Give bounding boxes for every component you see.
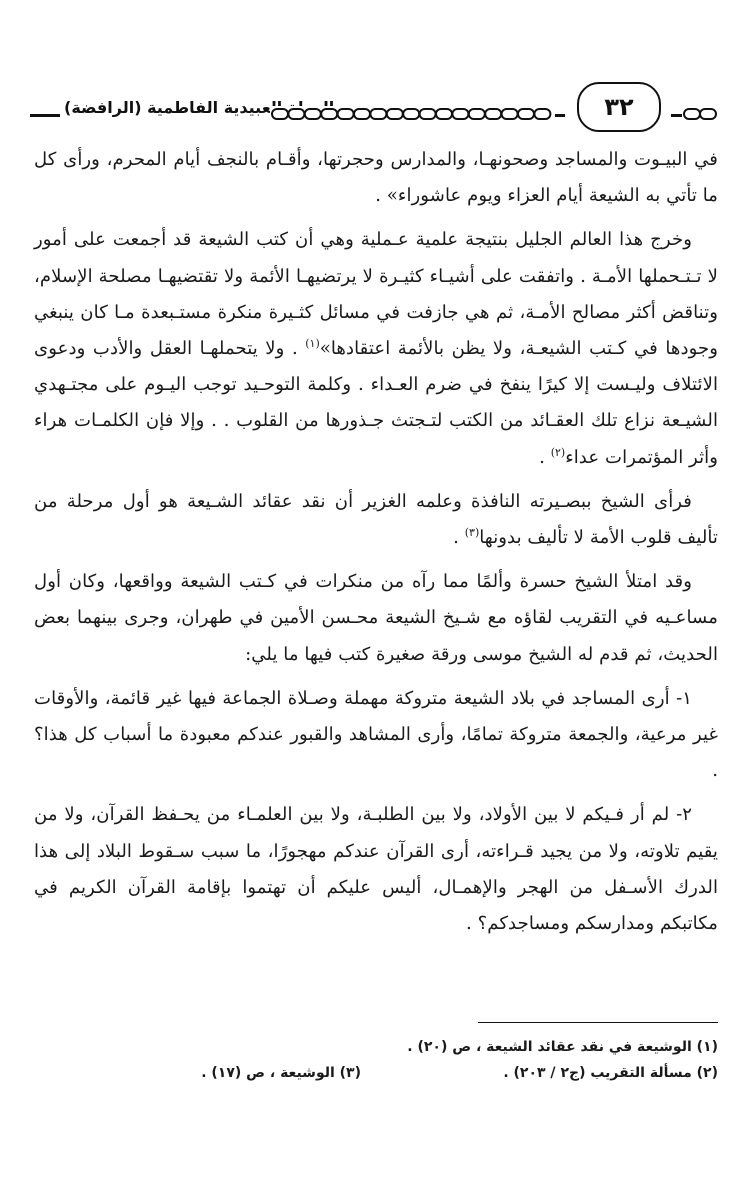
running-title: الدولة العبيدية الفاطمية (الرافضة)	[60, 98, 338, 117]
paragraph-text: .	[539, 446, 551, 468]
footnote-1: (١) الوشيعة في نقد عقائد الشيعة ، ص (٢٠) .	[407, 1039, 718, 1055]
paragraph-text: فرأى الشيخ ببصـيرته النافذة وعلمه الغزير أن نقد عقائد الشـيعة هو أول مرحلة من تأليف قلوب الأمة لا تأليف بدونها	[34, 490, 718, 549]
footnote-3: (٣) الوشيعة ، ص (١٧) .	[201, 1065, 361, 1081]
paragraph-5	[34, 681, 718, 790]
paragraph-text: . ولا يتحملهـا العقل والأدب ودعوى الائتلاف وليـست إلا كيرًا ينفخ في ضرم العـداء . وكلمة التوحـيد توجب اليـوم على مجتـهدي الشيـعة نزاع تلك العقـائد من الكتب لتـجتث جـذورها من القلوب . . وإلا فإن الكلمـات هراء وأثر المؤتمرات عداء	[34, 338, 718, 468]
chain-link	[370, 109, 386, 119]
chain-link	[420, 109, 436, 119]
ornament-chain-small-icon	[682, 106, 720, 122]
paragraph-text: وقد امتلأ الشيخ حسرة وألمًا مما رآه من منكرات في كـتب الشيعة وواقعها، وكان أول مساعـيه في التقريب لقاؤه مع شـيخ الشيعة محـسن الأمين في طهران، وجرى بينهما بعض الحديث، ثم قدم له الشيخ موسى ورقة صغيرة كتب فيها ما يلي:	[34, 571, 718, 665]
footnote-ref: (٣)	[464, 525, 480, 539]
main-text	[34, 142, 718, 942]
chain-link	[485, 109, 501, 119]
paragraph-text: ٢- لم أر فـيكم لا بين الأولاد، ولا بين الطلبـة، ولا بين العلمـاء من يحـفظ القرآن، ولا من يقيم تلاوته، ولا من يجيد قـراءته، أرى القرآن عندكم مهجورًا، ما سبب سـقوط البلاد إلى هذا الدرك الأسـفل من الهجر والإهمـال، أليس عليكم أن تهتموا بإقامة القرآن الكريم في مكاتبكم ومدارسكم ومساجدكم؟ .	[34, 804, 718, 935]
paragraph-4	[34, 564, 718, 673]
ornament-chain-icon	[270, 106, 555, 122]
page-number: ٣٢	[577, 82, 661, 132]
footnote-row	[34, 1060, 718, 1086]
running-header	[30, 78, 720, 138]
chain-link	[354, 109, 370, 119]
footnote-row	[34, 1034, 718, 1060]
chain-link	[305, 109, 321, 119]
chain-link	[452, 109, 468, 119]
chain-link	[288, 109, 304, 119]
paragraph-2	[34, 222, 718, 475]
footnotes	[34, 1034, 718, 1086]
paragraph-text: وخرج هذا العالم الجليل بنتيجة علمية عـملية وهي أن كتب الشيعة قد أجمعت على أمور لا تـتـحملها الأمـة . واتفقت على أشيـاء كثيـرة لا يرتضيهـا الأئمة ولا تقتضيهـا مصلحة الإسلام، وتناقض أكثر مصالح الأمـة، ثم هي جازفت في مسائل كثـيرة منكرة مستـبعدة مـا كان ينبغي وجودها في كـتب الشيعـة، ولا يظن بالأئمة اعتقادها»	[34, 229, 718, 360]
paragraph-text: .	[453, 527, 465, 549]
chain-link	[387, 109, 403, 119]
chain-link	[518, 109, 534, 119]
footnote-2: (٢) مسألة التقريب (ج٢ / ٢٠٣) .	[503, 1065, 718, 1081]
footnote-ref: (٢)	[550, 445, 566, 459]
paragraph-text: ١- أرى المساجد في بلاد الشيعة متروكة مهملة وصـلاة الجماعة فيها غير قائمة، والأوقات غير مرعية، والجمعة متروكة تمامًا، وأرى المشاهد والقبور عندكم معبودة ما أسباب كل هذا؟ .	[34, 687, 718, 782]
chain-link	[534, 109, 550, 119]
chain-link	[502, 109, 518, 119]
chain-link	[403, 109, 419, 119]
chain-link	[469, 109, 485, 119]
paragraph-text: في البيـوت والمساجد وصحونهـا، والمدارس وحجرتها، وأقـام بالنجف أيام المحرم، ورأى كل ما تأتي به الشيعة أيام العزاء ويوم عاشوراء» .	[34, 149, 718, 207]
paragraph-3	[34, 484, 718, 556]
chain-link	[321, 109, 337, 119]
footnote-ref: (١)	[305, 336, 320, 350]
chain-link	[272, 109, 288, 119]
paragraph-1	[34, 142, 718, 214]
footnote-rule	[478, 1022, 718, 1023]
paragraph-6	[34, 797, 718, 942]
chain-link	[436, 109, 452, 119]
page-number-badge	[565, 78, 671, 138]
chain-link	[338, 109, 354, 119]
